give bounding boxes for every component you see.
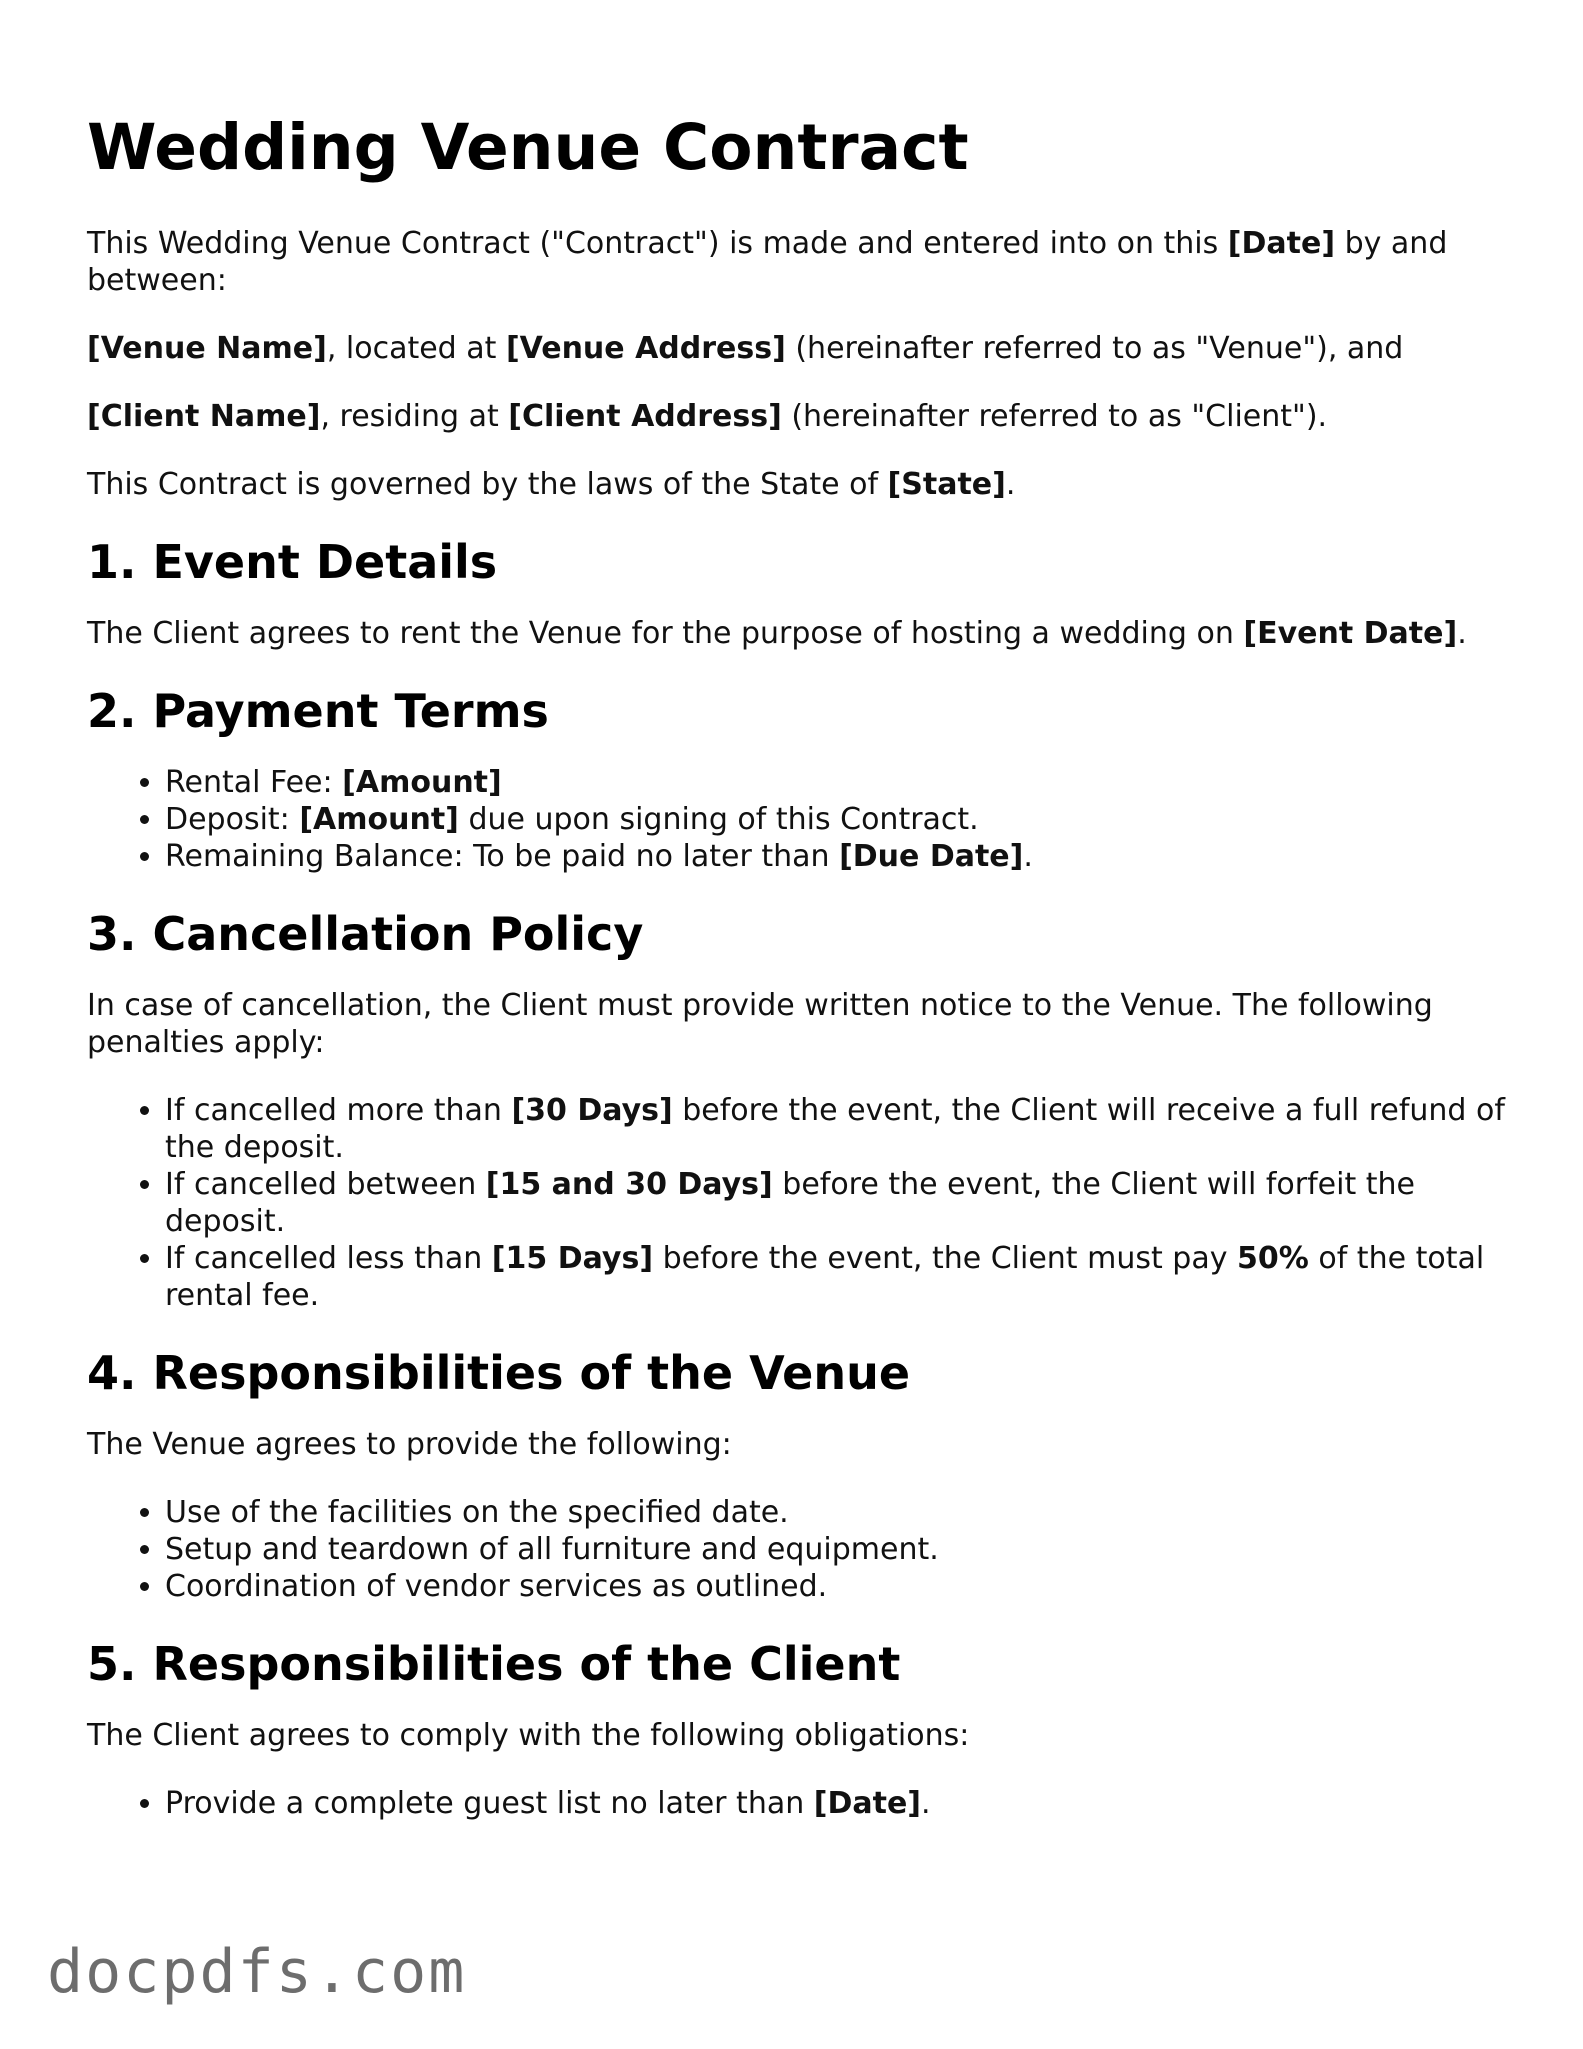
section-heading-payment-terms: 2. Payment Terms bbox=[87, 684, 549, 738]
venue-responsibilities-text: The Venue agrees to provide the following: bbox=[87, 1427, 732, 1462]
state-placeholder: [State] bbox=[887, 467, 1006, 502]
list-item: • If cancelled between [15 and 30 Days] before the event, the Client will forfeit the deposit. bbox=[165, 1166, 1507, 1240]
intro-paragraph-governing-law: This Contract is governed by the laws of the State of [State]. bbox=[87, 467, 1016, 502]
days-placeholder: [30 Days] bbox=[511, 1093, 673, 1128]
list-item: • Deposit: [Amount] due upon signing of this Contract. bbox=[165, 801, 1507, 838]
section-heading-event-details: 1. Event Details bbox=[87, 535, 498, 589]
list-item: • Setup and teardown of all furniture and equipment. bbox=[165, 1531, 1507, 1568]
list-item: • Rental Fee: [Amount] bbox=[165, 764, 1507, 801]
list-item: • Use of the facilities on the specified date. bbox=[165, 1494, 1507, 1531]
client-responsibilities-text: The Client agrees to comply with the following obligations: bbox=[87, 1718, 970, 1753]
list-item: • Provide a complete guest list no later than [Date]. bbox=[165, 1785, 1507, 1822]
date-placeholder: [Date] bbox=[1227, 226, 1336, 261]
client-name-placeholder: [Client Name] bbox=[87, 399, 321, 434]
client-address-placeholder: [Client Address] bbox=[508, 399, 782, 434]
list-item: • If cancelled less than [15 Days] before the event, the Client must pay 50% of the total rental fee. bbox=[165, 1240, 1507, 1314]
intro-paragraph-venue: [Venue Name], located at [Venue Address] (hereinafter referred to as "Venue"), and bbox=[87, 331, 1404, 366]
due-date-placeholder: [Due Date] bbox=[839, 839, 1024, 874]
section-heading-client-responsibilities: 5. Responsibilities of the Client bbox=[87, 1637, 901, 1691]
intro-paragraph-client: [Client Name], residing at [Client Address] (hereinafter referred to as "Client"). bbox=[87, 399, 1328, 434]
venue-address-placeholder: [Venue Address] bbox=[505, 331, 786, 366]
date-placeholder: [Date] bbox=[813, 1786, 922, 1821]
venue-responsibilities-list bbox=[87, 1494, 1507, 1605]
list-item: • Remaining Balance: To be paid no later than [Due Date]. bbox=[165, 838, 1507, 875]
percentage-value: 50% bbox=[1237, 1241, 1309, 1276]
event-details-text: The Client agrees to rent the Venue for the purpose of hosting a wedding on [Event Date]. bbox=[87, 616, 1467, 651]
venue-name-placeholder: [Venue Name] bbox=[87, 331, 327, 366]
section-heading-venue-responsibilities: 4. Responsibilities of the Venue bbox=[87, 1346, 911, 1400]
event-date-placeholder: [Event Date] bbox=[1243, 616, 1458, 651]
list-item: • Coordination of vendor services as outlined. bbox=[165, 1568, 1507, 1605]
amount-placeholder: [Amount] bbox=[342, 765, 502, 800]
amount-placeholder: [Amount] bbox=[299, 802, 459, 837]
page-title: Wedding Venue Contract bbox=[87, 111, 969, 184]
list-item: • If cancelled more than [30 Days] before the event, the Client will receive a full refund of the deposit. bbox=[165, 1092, 1507, 1166]
days-placeholder: [15 Days] bbox=[491, 1241, 654, 1276]
client-responsibilities-list bbox=[87, 1785, 1507, 1822]
cancellation-penalties-list bbox=[87, 1092, 1507, 1314]
section-heading-cancellation-policy: 3. Cancellation Policy bbox=[87, 907, 644, 961]
payment-terms-list bbox=[87, 764, 1507, 875]
cancellation-policy-text: In case of cancellation, the Client must provide written notice to the Venue. The following penalties apply: bbox=[87, 988, 1433, 1060]
contract-document bbox=[87, 108, 1507, 1853]
watermark-logo: docpdfs.com bbox=[47, 1937, 467, 2007]
days-placeholder: [15 and 30 Days] bbox=[485, 1167, 773, 1202]
intro-paragraph-1: This Wedding Venue Contract ("Contract") is made and entered into on this [Date] by and between: bbox=[87, 226, 1448, 298]
